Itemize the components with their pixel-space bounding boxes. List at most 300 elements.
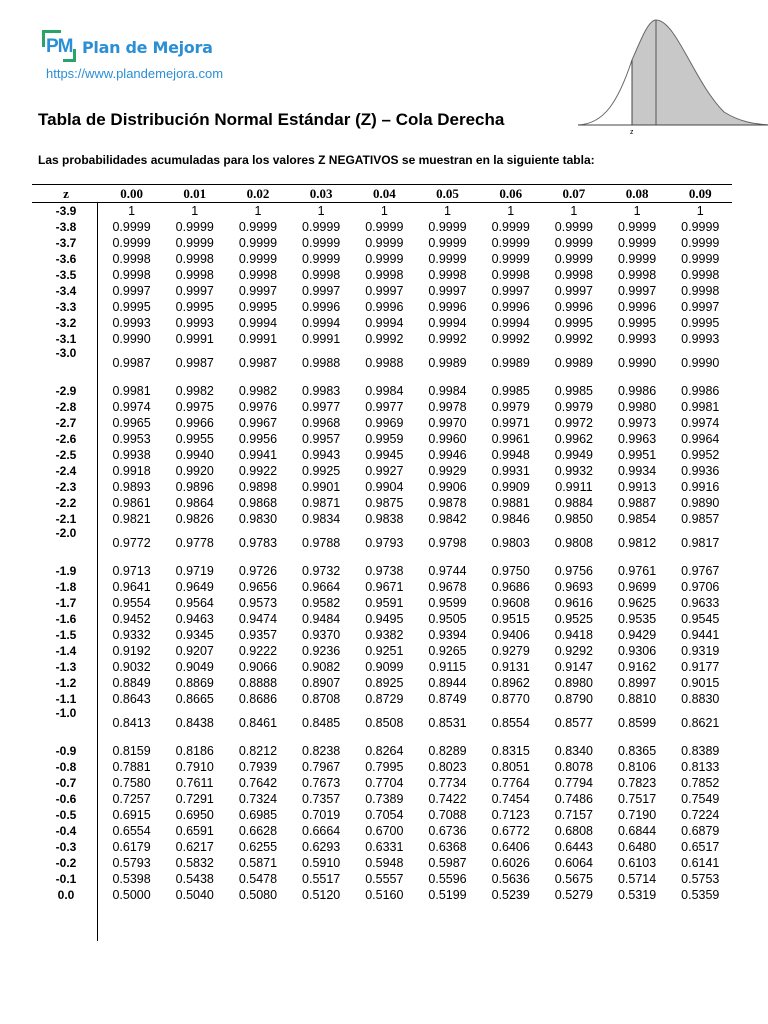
column-header: 0.07: [562, 185, 586, 201]
table-row: [32, 595, 732, 611]
probability-cell: 0.9798: [428, 536, 467, 550]
probability-cell: 0.5120: [302, 888, 341, 902]
probability-cell: 0.9993: [175, 316, 214, 330]
table-row: [32, 675, 732, 691]
probability-cell: 0.9738: [365, 564, 404, 578]
probability-cell: 0.7454: [491, 792, 530, 806]
probability-cell: 0.9686: [491, 580, 530, 594]
probability-cell: 0.7088: [428, 808, 467, 822]
probability-cell: 0.9838: [365, 512, 404, 526]
z-value-cell: -1.1: [55, 692, 77, 706]
probability-cell: 0.9678: [428, 580, 467, 594]
table-row: [32, 691, 732, 707]
probability-cell: 0.9999: [175, 220, 214, 234]
probability-cell: 0.9131: [491, 660, 530, 674]
probability-cell: 0.9699: [617, 580, 657, 594]
probability-cell: 0.9850: [554, 512, 594, 526]
probability-cell: 0.9943: [302, 448, 341, 462]
probability-cell: 0.9970: [428, 416, 467, 430]
probability-cell: 0.8849: [112, 676, 151, 690]
z-value-cell: -3.4: [55, 284, 77, 298]
probability-cell: 0.6368: [428, 840, 467, 854]
probability-cell: 0.8997: [617, 676, 657, 690]
probability-cell: 0.9986: [617, 384, 657, 398]
probability-cell: 0.6736: [428, 824, 467, 838]
probability-cell: 0.9997: [112, 284, 151, 298]
z-value-cell: -1.6: [55, 612, 77, 626]
probability-cell: 0.9971: [491, 416, 530, 430]
table-row: [32, 463, 732, 479]
z-value-cell: -3.1: [55, 332, 77, 346]
probability-cell: 0.6293: [302, 840, 341, 854]
table-row: [32, 479, 732, 495]
table-row: [32, 383, 732, 399]
brand-name: Plan de Mejora: [82, 37, 213, 57]
probability-cell: 0.9994: [365, 316, 404, 330]
probability-cell: 0.7517: [617, 792, 657, 806]
probability-cell: 0.8810: [617, 692, 657, 706]
logo-initials: PM: [46, 36, 73, 57]
probability-cell: 0.9925: [302, 464, 341, 478]
probability-cell: 0.9995: [681, 316, 720, 330]
probability-cell: 0.9474: [238, 612, 278, 626]
z-value-cell: -1.9: [55, 564, 77, 578]
probability-cell: 0.9999: [238, 236, 278, 250]
z-value-cell: -1.4: [55, 644, 77, 658]
probability-cell: 1: [570, 204, 578, 218]
probability-cell: 0.9962: [554, 432, 594, 446]
probability-cell: 0.9564: [175, 596, 214, 610]
probability-cell: 0.9941: [238, 448, 278, 462]
probability-cell: 0.9719: [175, 564, 214, 578]
probability-cell: 0.9999: [617, 236, 657, 250]
probability-cell: 0.9980: [617, 400, 657, 414]
probability-cell: 0.9535: [617, 612, 657, 626]
probability-cell: 0.7852: [681, 776, 720, 790]
probability-cell: 0.9952: [681, 448, 720, 462]
probability-cell: 0.7357: [302, 792, 341, 806]
probability-cell: 0.9991: [175, 332, 214, 346]
table-row: [32, 775, 732, 791]
probability-cell: 0.5160: [365, 888, 404, 902]
probability-cell: 0.9998: [428, 268, 467, 282]
probability-cell: 0.9808: [554, 536, 594, 550]
probability-cell: 0.5871: [238, 856, 278, 870]
probability-cell: 0.9913: [617, 480, 657, 494]
probability-cell: 0.9418: [554, 628, 594, 642]
probability-cell: 0.7967: [302, 760, 341, 774]
probability-cell: 0.9964: [681, 432, 720, 446]
probability-cell: 0.7611: [176, 776, 214, 790]
pm-logo-icon: [42, 30, 78, 64]
probability-cell: 0.9319: [681, 644, 720, 658]
probability-cell: 0.9997: [617, 284, 657, 298]
probability-cell: 0.9616: [554, 596, 594, 610]
probability-cell: 0.9884: [554, 496, 594, 510]
z-value-cell: -2.4: [55, 464, 77, 478]
probability-cell: 0.8289: [428, 744, 467, 758]
probability-cell: 0.9922: [238, 464, 278, 478]
probability-cell: 0.9984: [428, 384, 467, 398]
probability-cell: 0.9990: [681, 356, 720, 370]
probability-cell: 0.9032: [112, 660, 151, 674]
probability-cell: 0.5714: [617, 872, 657, 886]
probability-cell: 0.6443: [554, 840, 594, 854]
table-row: [32, 495, 732, 511]
probability-cell: 0.8686: [238, 692, 278, 706]
probability-cell: 0.9147: [554, 660, 594, 674]
probability-cell: 0.9265: [428, 644, 467, 658]
probability-cell: 0.5040: [175, 888, 214, 902]
probability-cell: 0.8621: [681, 716, 720, 730]
probability-cell: 0.9999: [428, 236, 467, 250]
probability-cell: 1: [317, 204, 325, 218]
probability-cell: 0.9994: [428, 316, 467, 330]
probability-cell: 0.9115: [428, 660, 467, 674]
probability-cell: 0.9945: [365, 448, 404, 462]
shaded-right-tail: [632, 20, 768, 125]
probability-cell: 0.9982: [175, 384, 214, 398]
table-row: [32, 203, 732, 219]
probability-cell: 0.7673: [302, 776, 341, 790]
probability-cell: 0.8212: [238, 744, 278, 758]
probability-cell: 0.9975: [175, 400, 214, 414]
probability-cell: 0.9744: [428, 564, 467, 578]
probability-cell: 0.9974: [681, 416, 720, 430]
probability-cell: 0.8264: [365, 744, 404, 758]
probability-cell: 0.5987: [428, 856, 467, 870]
probability-cell: 0.9957: [302, 432, 341, 446]
table-header-row: [32, 184, 732, 203]
z-value-cell: 0.0: [57, 888, 75, 902]
z-value-cell: -1.8: [55, 580, 77, 594]
probability-cell: 0.9641: [112, 580, 151, 594]
probability-cell: 0.8106: [617, 760, 657, 774]
probability-cell: 0.5557: [365, 872, 404, 886]
probability-cell: 0.7422: [428, 792, 467, 806]
table-row: [32, 219, 732, 235]
probability-cell: 0.7123: [491, 808, 530, 822]
probability-cell: 0.9999: [681, 220, 720, 234]
z-column-divider: [97, 203, 98, 941]
probability-cell: 0.8599: [617, 716, 657, 730]
brand-logo: [42, 30, 213, 64]
probability-cell: 0.9890: [681, 496, 720, 510]
table-row: [32, 743, 732, 759]
probability-cell: 0.5279: [554, 888, 594, 902]
z-value-cell: -3.5: [55, 268, 77, 282]
z-value-cell: -1.7: [55, 596, 77, 610]
probability-cell: 0.9049: [175, 660, 214, 674]
probability-cell: 0.9812: [617, 536, 657, 550]
table-row: [32, 235, 732, 251]
z-value-cell: -1.0: [55, 706, 77, 720]
probability-cell: 0.9981: [112, 384, 151, 398]
probability-cell: 0.9778: [175, 536, 214, 550]
probability-cell: 0.7224: [681, 808, 720, 822]
probability-cell: 0.7257: [112, 792, 151, 806]
probability-cell: 0.9985: [554, 384, 594, 398]
probability-cell: 0.9992: [428, 332, 467, 346]
probability-cell: 0.6808: [554, 824, 594, 838]
probability-cell: 0.9505: [428, 612, 467, 626]
probability-cell: 0.9082: [302, 660, 341, 674]
table-row: [32, 855, 732, 871]
z-value-cell: -1.5: [55, 628, 77, 642]
probability-cell: 0.9956: [238, 432, 278, 446]
probability-cell: 0.9996: [617, 300, 657, 314]
probability-cell: 0.9713: [112, 564, 151, 578]
probability-cell: 0.9772: [112, 536, 151, 550]
probability-cell: 0.6064: [554, 856, 594, 870]
table-row: [32, 839, 732, 855]
probability-cell: 0.9999: [554, 252, 594, 266]
z-label: z: [630, 129, 634, 136]
probability-cell: 0.9999: [365, 236, 404, 250]
probability-cell: 0.9955: [175, 432, 214, 446]
probability-cell: 0.9918: [112, 464, 151, 478]
probability-cell: 0.9861: [112, 496, 151, 510]
probability-cell: 0.9998: [365, 268, 404, 282]
probability-cell: 0.9992: [491, 332, 530, 346]
probability-cell: 0.9997: [365, 284, 404, 298]
z-value-cell: -2.5: [55, 448, 77, 462]
probability-cell: 0.9177: [681, 660, 720, 674]
probability-cell: 0.9192: [112, 644, 151, 658]
probability-cell: 0.8485: [302, 716, 341, 730]
z-value-cell: -1.3: [55, 660, 77, 674]
probability-cell: 0.9990: [112, 332, 151, 346]
probability-cell: 0.7734: [428, 776, 467, 790]
probability-cell: 0.9842: [428, 512, 467, 526]
probability-cell: 0.8830: [681, 692, 720, 706]
probability-cell: 0.9854: [617, 512, 657, 526]
probability-cell: 0.6985: [238, 808, 278, 822]
probability-cell: 0.9463: [175, 612, 214, 626]
column-header: 0.05: [436, 185, 459, 201]
probability-cell: 0.8577: [554, 716, 594, 730]
probability-cell: 0.9966: [175, 416, 214, 430]
z-value-cell: -2.7: [55, 416, 77, 430]
probability-cell: 0.9999: [238, 252, 278, 266]
probability-cell: 0.9999: [554, 236, 594, 250]
probability-cell: 0.6844: [617, 824, 657, 838]
probability-cell: 0.9545: [681, 612, 720, 626]
probability-cell: 0.5675: [554, 872, 594, 886]
probability-cell: 0.9999: [554, 220, 594, 234]
table-row: [32, 871, 732, 887]
probability-cell: 0.8869: [175, 676, 214, 690]
probability-cell: 0.7764: [491, 776, 530, 790]
probability-cell: 0.5239: [491, 888, 530, 902]
probability-cell: 1: [507, 204, 515, 218]
probability-cell: 0.9976: [238, 400, 278, 414]
probability-cell: 0.5596: [428, 872, 467, 886]
z-value-cell: -3.2: [55, 316, 77, 330]
probability-cell: 0.6517: [681, 840, 720, 854]
probability-cell: 0.8729: [365, 692, 404, 706]
probability-cell: 0.9999: [302, 252, 341, 266]
probability-cell: 0.9846: [491, 512, 530, 526]
probability-cell: 0.9429: [617, 628, 657, 642]
probability-cell: 0.9099: [365, 660, 404, 674]
probability-cell: 0.8389: [681, 744, 720, 758]
probability-cell: 0.9826: [175, 512, 214, 526]
table-subtitle: Las probabilidades acumuladas para los valores Z NEGATIVOS se muestran en la siguiente tabla:: [38, 153, 595, 167]
probability-cell: 0.9452: [112, 612, 151, 626]
probability-cell: 0.5359: [681, 888, 720, 902]
probability-cell: 0.9793: [365, 536, 404, 550]
z-value-cell: -2.3: [55, 480, 77, 494]
probability-cell: 0.9991: [238, 332, 278, 346]
probability-cell: 0.9999: [365, 220, 404, 234]
probability-cell: 0.9162: [617, 660, 657, 674]
probability-cell: 0.9997: [302, 284, 341, 298]
probability-cell: 0.9999: [491, 220, 530, 234]
website-link[interactable]: https://www.plandemejora.com: [46, 66, 224, 81]
probability-cell: 1: [633, 204, 641, 218]
probability-cell: 0.9591: [365, 596, 404, 610]
probability-cell: 0.6103: [617, 856, 657, 870]
probability-cell: 0.8925: [365, 676, 404, 690]
probability-cell: 0.9222: [238, 644, 278, 658]
probability-cell: 0.9949: [554, 448, 594, 462]
table-row: [32, 399, 732, 415]
probability-cell: 0.9998: [175, 252, 214, 266]
probability-cell: 0.9978: [428, 400, 467, 414]
column-header: 0.03: [309, 185, 333, 201]
probability-cell: 0.9251: [365, 644, 404, 658]
probability-cell: 0.6915: [112, 808, 151, 822]
probability-cell: 0.9988: [302, 356, 341, 370]
z-value-cell: -2.1: [55, 512, 77, 526]
probability-cell: 0.5000: [112, 888, 151, 902]
probability-cell: 0.5398: [112, 872, 151, 886]
probability-cell: 0.9992: [365, 332, 404, 346]
probability-cell: 0.9999: [491, 252, 530, 266]
probability-cell: 0.8365: [617, 744, 657, 758]
column-header: 0.09: [688, 185, 712, 201]
z-value-cell: -2.9: [55, 384, 77, 398]
probability-cell: 0.9936: [681, 464, 720, 478]
probability-cell: 0.9998: [302, 268, 341, 282]
probability-cell: 0.9991: [302, 332, 341, 346]
probability-cell: 0.5793: [112, 856, 151, 870]
probability-cell: 0.7704: [365, 776, 404, 790]
probability-cell: 0.9726: [238, 564, 278, 578]
probability-cell: 0.9999: [428, 252, 467, 266]
probability-cell: 0.9599: [428, 596, 467, 610]
probability-cell: 0.9732: [302, 564, 341, 578]
probability-cell: 0.9871: [302, 496, 341, 510]
probability-cell: 0.9951: [617, 448, 657, 462]
probability-cell: 1: [380, 204, 388, 218]
probability-cell: 0.9761: [617, 564, 657, 578]
probability-cell: 0.9898: [238, 480, 278, 494]
probability-cell: 0.9999: [365, 252, 404, 266]
probability-cell: 0.6179: [112, 840, 151, 854]
table-row: [32, 511, 732, 527]
table-row: [32, 563, 732, 579]
probability-cell: 0.7939: [238, 760, 278, 774]
probability-cell: 0.8023: [428, 760, 467, 774]
z-value-cell: -2.0: [55, 526, 77, 540]
probability-cell: 0.6664: [302, 824, 341, 838]
table-row: [32, 791, 732, 807]
probability-cell: 0.9999: [112, 236, 151, 250]
probability-cell: 0.7823: [617, 776, 657, 790]
probability-cell: 0.9582: [302, 596, 341, 610]
probability-cell: 0.9997: [681, 300, 720, 314]
probability-cell: 0.8078: [554, 760, 594, 774]
probability-cell: 0.9994: [238, 316, 278, 330]
probability-cell: 0.9994: [491, 316, 530, 330]
probability-cell: 0.9236: [302, 644, 341, 658]
probability-cell: 0.7642: [238, 776, 278, 790]
probability-cell: 0.9394: [428, 628, 467, 642]
probability-cell: 0.8461: [238, 716, 278, 730]
probability-cell: 0.6406: [491, 840, 530, 854]
probability-cell: 0.9788: [302, 536, 341, 550]
probability-cell: 0.9963: [617, 432, 657, 446]
probability-cell: 0.9495: [365, 612, 404, 626]
probability-cell: 0.9979: [554, 400, 594, 414]
probability-cell: 0.9977: [365, 400, 404, 414]
probability-cell: 0.6255: [238, 840, 278, 854]
probability-cell: 0.9821: [112, 512, 151, 526]
probability-cell: 0.8708: [302, 692, 341, 706]
probability-cell: 0.9997: [428, 284, 467, 298]
probability-cell: 0.5199: [428, 888, 467, 902]
probability-cell: 0.9998: [175, 268, 214, 282]
probability-cell: 0.7995: [365, 760, 404, 774]
z-value-cell: -0.4: [55, 824, 77, 838]
probability-cell: 0.9920: [175, 464, 214, 478]
probability-cell: 0.9515: [491, 612, 530, 626]
probability-cell: 0.9989: [428, 356, 467, 370]
probability-cell: 0.9996: [491, 300, 530, 314]
probability-cell: 0.9999: [681, 236, 720, 250]
probability-cell: 0.9817: [681, 536, 720, 550]
table-row: [32, 579, 732, 595]
probability-cell: 0.9995: [238, 300, 278, 314]
probability-cell: 0.6480: [617, 840, 657, 854]
probability-cell: 0.9649: [175, 580, 214, 594]
probability-cell: 0.9985: [491, 384, 530, 398]
probability-cell: 0.8790: [554, 692, 594, 706]
table-row: [32, 527, 732, 551]
probability-cell: 0.9906: [428, 480, 467, 494]
probability-cell: 0.8315: [491, 744, 530, 758]
probability-cell: 0.9961: [491, 432, 530, 446]
table-row: [32, 823, 732, 839]
probability-cell: 0.9993: [112, 316, 151, 330]
probability-cell: 0.5319: [617, 888, 657, 902]
probability-cell: 0.7291: [175, 792, 214, 806]
column-header: 0.02: [246, 185, 270, 201]
probability-cell: 0.7019: [302, 808, 341, 822]
probability-cell: 0.9671: [365, 580, 404, 594]
probability-cell: 0.9893: [112, 480, 151, 494]
z-value-cell: -2.8: [55, 400, 77, 414]
probability-cell: 0.7389: [365, 792, 404, 806]
probability-cell: 0.5832: [175, 856, 214, 870]
table-row: [32, 447, 732, 463]
z-value-cell: -3.9: [55, 204, 77, 218]
probability-cell: 0.5636: [491, 872, 530, 886]
probability-cell: 0.9995: [175, 300, 214, 314]
probability-cell: 0.7910: [175, 760, 214, 774]
